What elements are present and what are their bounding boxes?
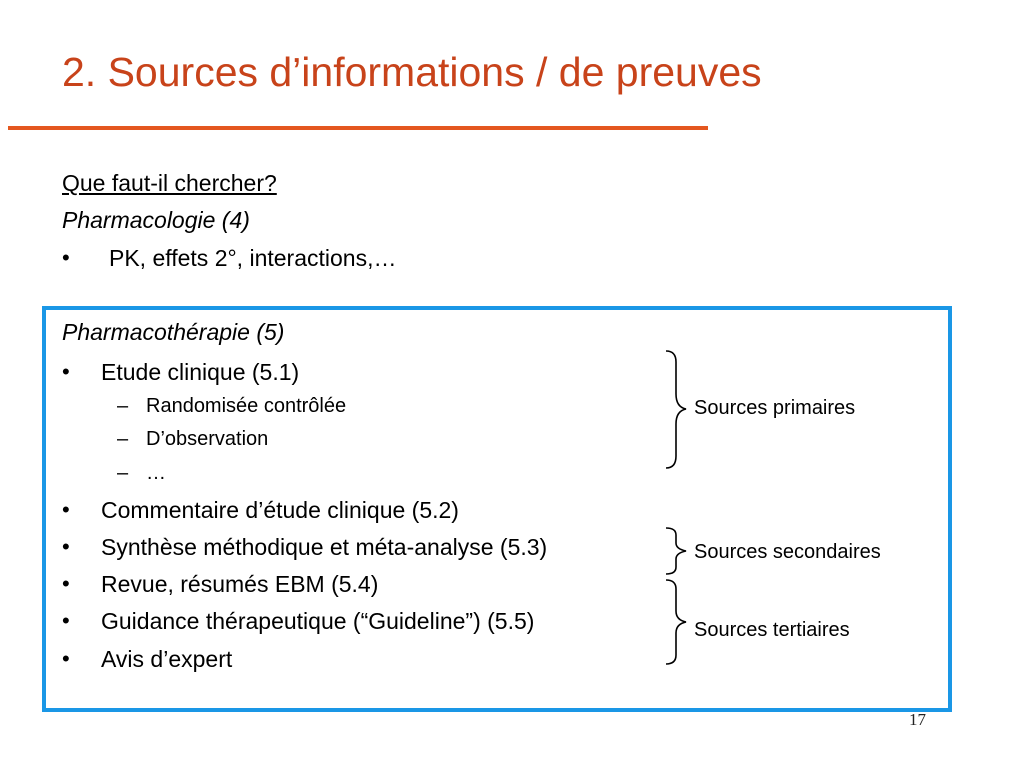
bullet-glyph: • xyxy=(62,571,70,596)
list-item-meta-analysis: Synthèse méthodique et méta-analyse (5.3) xyxy=(101,534,548,560)
list-item-expert-opinion: Avis d’expert xyxy=(101,646,233,672)
title-underline xyxy=(8,126,708,130)
pharmacotherapy-heading: Pharmacothérapie (5) xyxy=(62,319,285,345)
bullet-glyph: • xyxy=(62,359,70,384)
sub-item-observational: D’observation xyxy=(146,428,269,450)
bullet-glyph: • xyxy=(62,534,70,559)
pharmacology-heading: Pharmacologie (4) xyxy=(62,207,250,233)
bullet-glyph: • xyxy=(62,497,70,522)
dash-glyph: – xyxy=(117,428,129,450)
tertiary-sources-brace xyxy=(660,579,690,665)
pharmacology-bullet-text: PK, effets 2°, interactions,… xyxy=(109,245,397,271)
sub-item-ellipsis: … xyxy=(146,462,166,484)
secondary-sources-label: Sources secondaires xyxy=(694,541,881,563)
tertiary-sources-label: Sources tertiaires xyxy=(694,619,850,641)
slide-title: 2. Sources d’informations / de preuves xyxy=(62,49,762,95)
list-item-commentary: Commentaire d’étude clinique (5.2) xyxy=(101,497,459,523)
question-heading: Que faut-il chercher? xyxy=(62,170,277,196)
secondary-sources-brace xyxy=(660,527,690,575)
bullet-glyph: • xyxy=(62,646,70,671)
page-number: 17 xyxy=(909,710,926,729)
primary-sources-label: Sources primaires xyxy=(694,397,856,419)
list-item-review: Revue, résumés EBM (5.4) xyxy=(101,571,379,597)
sub-item-randomized: Randomisée contrôlée xyxy=(146,395,347,417)
dash-glyph: – xyxy=(117,395,129,417)
bullet-glyph: • xyxy=(62,245,70,270)
list-item-guideline: Guidance thérapeutique (“Guideline”) (5.5) xyxy=(101,608,535,634)
primary-sources-brace xyxy=(660,350,690,470)
list-item-clinical-study: Etude clinique (5.1) xyxy=(101,359,300,385)
bullet-glyph: • xyxy=(62,608,70,633)
dash-glyph: – xyxy=(117,462,129,484)
